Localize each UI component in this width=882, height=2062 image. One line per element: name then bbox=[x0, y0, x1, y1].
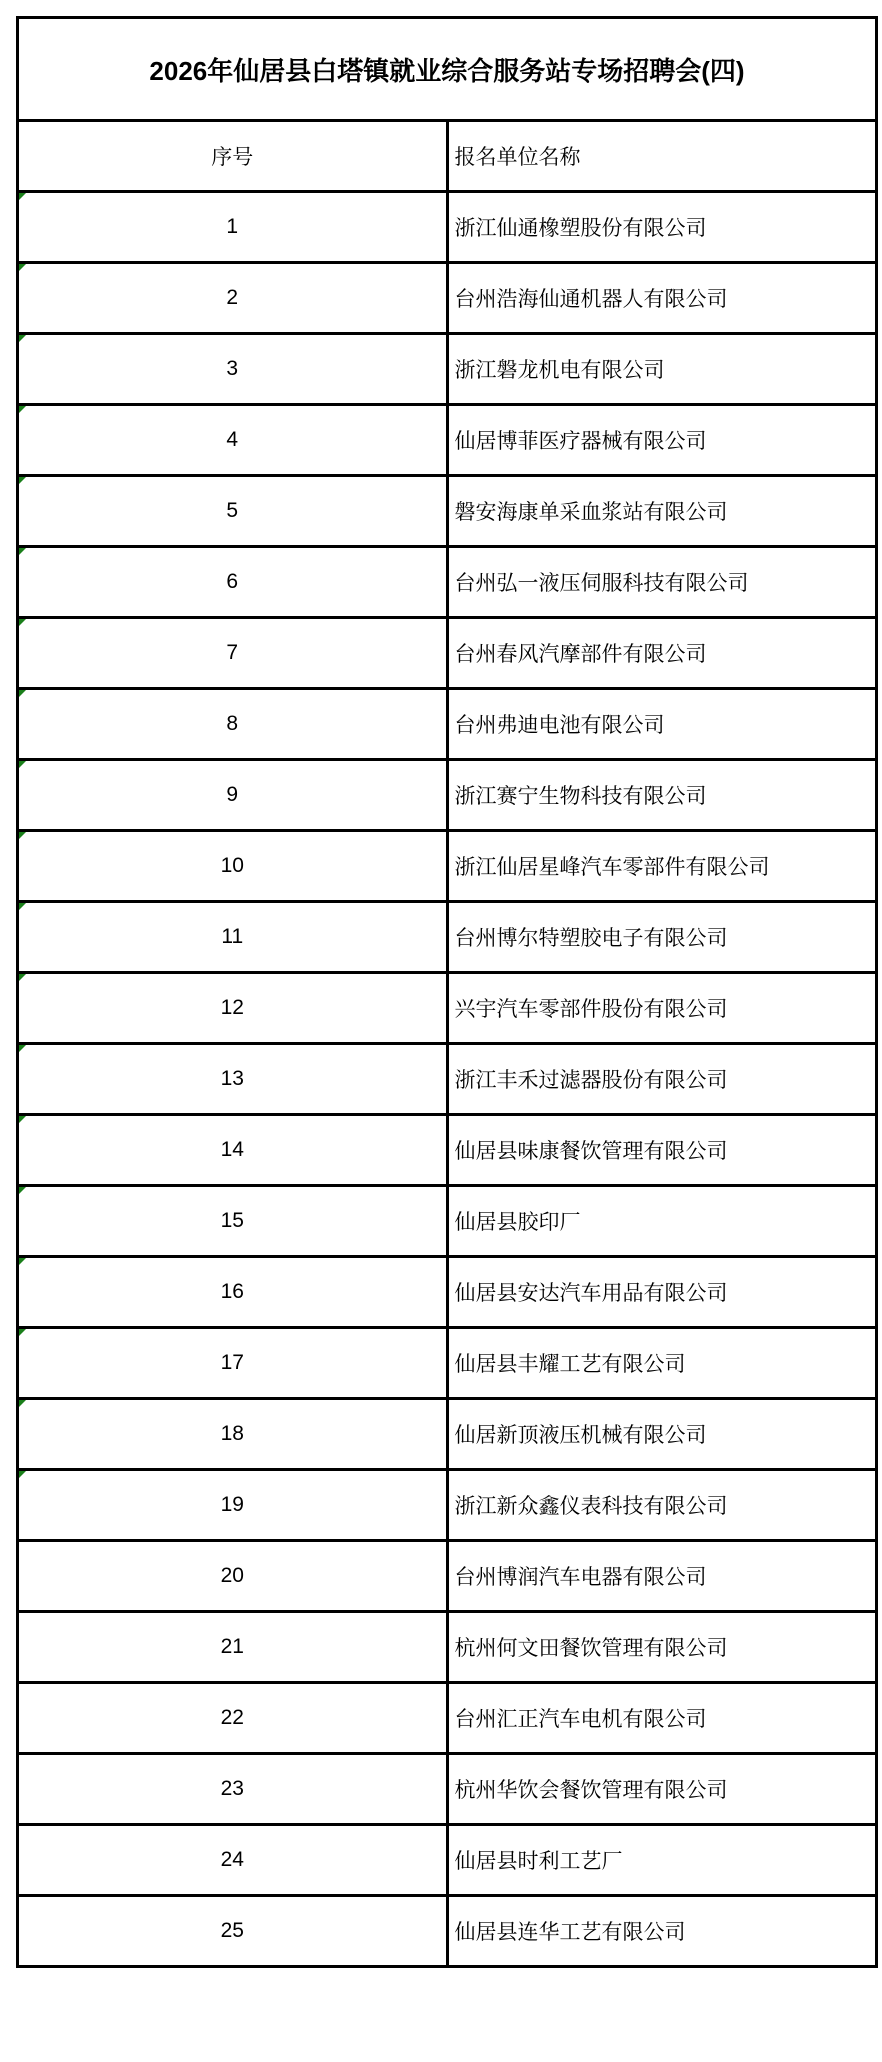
table-row bbox=[18, 1044, 877, 1115]
row-index-text: 2 bbox=[226, 286, 239, 309]
row-index bbox=[18, 973, 448, 1044]
table-row bbox=[18, 1115, 877, 1186]
row-index bbox=[18, 405, 448, 476]
row-index bbox=[18, 1683, 448, 1754]
company-name: 台州博尔特塑胶电子有限公司 bbox=[447, 902, 877, 973]
row-index-text: 22 bbox=[220, 1706, 244, 1729]
company-name: 台州弗迪电池有限公司 bbox=[447, 689, 877, 760]
table-row bbox=[18, 618, 877, 689]
company-name: 杭州华饮会餐饮管理有限公司 bbox=[447, 1754, 877, 1825]
row-index bbox=[18, 192, 448, 263]
row-index bbox=[18, 1541, 448, 1612]
row-index-text: 10 bbox=[220, 854, 244, 877]
table-row bbox=[18, 1399, 877, 1470]
company-name: 仙居县胶印厂 bbox=[447, 1186, 877, 1257]
page-title: 2026年仙居县白塔镇就业综合服务站专场招聘会(四) bbox=[18, 18, 877, 121]
cell-flag-icon bbox=[19, 1045, 26, 1052]
table-row bbox=[18, 1612, 877, 1683]
row-index bbox=[18, 1612, 448, 1683]
cell-flag-icon bbox=[19, 1116, 26, 1123]
row-index bbox=[18, 760, 448, 831]
cell-flag-icon bbox=[19, 406, 26, 413]
table-row bbox=[18, 689, 877, 760]
row-index-text: 25 bbox=[220, 1919, 244, 1942]
row-index-text: 12 bbox=[220, 996, 244, 1019]
row-index-text: 14 bbox=[220, 1138, 244, 1161]
row-index-text: 24 bbox=[220, 1848, 244, 1871]
cell-flag-icon bbox=[19, 1400, 26, 1407]
row-index bbox=[18, 1257, 448, 1328]
table-row bbox=[18, 1754, 877, 1825]
header-row bbox=[18, 121, 877, 192]
row-index bbox=[18, 476, 448, 547]
cell-flag-icon bbox=[19, 832, 26, 839]
company-name: 兴宇汽车零部件股份有限公司 bbox=[447, 973, 877, 1044]
cell-flag-icon bbox=[19, 1258, 26, 1265]
table-row bbox=[18, 1825, 877, 1896]
cell-flag-icon bbox=[19, 1329, 26, 1336]
row-index-text: 23 bbox=[220, 1777, 244, 1800]
row-index bbox=[18, 689, 448, 760]
company-name: 台州春风汽摩部件有限公司 bbox=[447, 618, 877, 689]
row-index bbox=[18, 1896, 448, 1967]
header-company-name: 报名单位名称 bbox=[447, 121, 877, 192]
table-row bbox=[18, 1257, 877, 1328]
row-index bbox=[18, 1328, 448, 1399]
row-index bbox=[18, 1754, 448, 1825]
row-index bbox=[18, 1399, 448, 1470]
table-row bbox=[18, 1470, 877, 1541]
row-index-text: 8 bbox=[226, 712, 239, 735]
title-row bbox=[18, 18, 877, 121]
row-index-text: 11 bbox=[221, 925, 244, 948]
row-index bbox=[18, 334, 448, 405]
row-index-text: 3 bbox=[226, 357, 239, 380]
company-name: 台州浩海仙通机器人有限公司 bbox=[447, 263, 877, 334]
row-index-text: 1 bbox=[226, 215, 239, 238]
cell-flag-icon bbox=[19, 974, 26, 981]
row-index-text: 4 bbox=[226, 428, 239, 451]
row-index-text: 5 bbox=[226, 499, 239, 522]
table-row bbox=[18, 831, 877, 902]
table-row bbox=[18, 334, 877, 405]
row-index-text: 7 bbox=[226, 641, 239, 664]
row-index-text: 17 bbox=[220, 1351, 244, 1374]
table-row bbox=[18, 902, 877, 973]
table-row bbox=[18, 263, 877, 334]
cell-flag-icon bbox=[19, 264, 26, 271]
row-index bbox=[18, 831, 448, 902]
company-name: 仙居新顶液压机械有限公司 bbox=[447, 1399, 877, 1470]
table-row bbox=[18, 1541, 877, 1612]
company-name: 浙江仙通橡塑股份有限公司 bbox=[447, 192, 877, 263]
table-row bbox=[18, 1186, 877, 1257]
table-row bbox=[18, 405, 877, 476]
cell-flag-icon bbox=[19, 761, 26, 768]
company-name: 仙居县连华工艺有限公司 bbox=[447, 1896, 877, 1967]
row-index bbox=[18, 618, 448, 689]
row-index-text: 13 bbox=[220, 1067, 244, 1090]
row-index-text: 19 bbox=[220, 1493, 244, 1516]
table-row bbox=[18, 476, 877, 547]
cell-flag-icon bbox=[19, 335, 26, 342]
cell-flag-icon bbox=[19, 193, 26, 200]
row-index-text: 9 bbox=[226, 783, 239, 806]
cell-flag-icon bbox=[19, 1187, 26, 1194]
row-index bbox=[18, 547, 448, 618]
cell-flag-icon bbox=[19, 548, 26, 555]
row-index bbox=[18, 1044, 448, 1115]
cell-flag-icon bbox=[19, 690, 26, 697]
company-name: 浙江赛宁生物科技有限公司 bbox=[447, 760, 877, 831]
row-index-text: 15 bbox=[220, 1209, 244, 1232]
row-index bbox=[18, 1186, 448, 1257]
cell-flag-icon bbox=[19, 477, 26, 484]
table-row bbox=[18, 1328, 877, 1399]
header-index: 序号 bbox=[18, 121, 448, 192]
company-name: 浙江新众鑫仪表科技有限公司 bbox=[447, 1470, 877, 1541]
company-name: 仙居县安达汽车用品有限公司 bbox=[447, 1257, 877, 1328]
cell-flag-icon bbox=[19, 1471, 26, 1478]
row-index-text: 16 bbox=[220, 1280, 244, 1303]
row-index-text: 6 bbox=[226, 570, 239, 593]
company-name: 仙居县时利工艺厂 bbox=[447, 1825, 877, 1896]
row-index-text: 20 bbox=[220, 1564, 244, 1587]
company-name: 仙居县丰耀工艺有限公司 bbox=[447, 1328, 877, 1399]
company-name: 台州汇正汽车电机有限公司 bbox=[447, 1683, 877, 1754]
company-name: 浙江磐龙机电有限公司 bbox=[447, 334, 877, 405]
company-name: 杭州何文田餐饮管理有限公司 bbox=[447, 1612, 877, 1683]
cell-flag-icon bbox=[19, 903, 26, 910]
row-index bbox=[18, 1115, 448, 1186]
row-index-text: 21 bbox=[220, 1635, 244, 1658]
company-name: 台州弘一液压伺服科技有限公司 bbox=[447, 547, 877, 618]
company-name: 仙居博菲医疗器械有限公司 bbox=[447, 405, 877, 476]
row-index bbox=[18, 902, 448, 973]
row-index-text: 18 bbox=[220, 1422, 244, 1445]
row-index bbox=[18, 263, 448, 334]
table-row bbox=[18, 547, 877, 618]
cell-flag-icon bbox=[19, 619, 26, 626]
company-name: 浙江丰禾过滤器股份有限公司 bbox=[447, 1044, 877, 1115]
company-name: 仙居县味康餐饮管理有限公司 bbox=[447, 1115, 877, 1186]
recruitment-table bbox=[16, 16, 878, 1968]
table-row bbox=[18, 760, 877, 831]
company-name: 台州博润汽车电器有限公司 bbox=[447, 1541, 877, 1612]
company-name: 浙江仙居星峰汽车零部件有限公司 bbox=[447, 831, 877, 902]
row-index bbox=[18, 1470, 448, 1541]
table-row bbox=[18, 1896, 877, 1967]
table-row bbox=[18, 192, 877, 263]
row-index bbox=[18, 1825, 448, 1896]
table-row bbox=[18, 973, 877, 1044]
table-row bbox=[18, 1683, 877, 1754]
company-name: 磐安海康单采血浆站有限公司 bbox=[447, 476, 877, 547]
